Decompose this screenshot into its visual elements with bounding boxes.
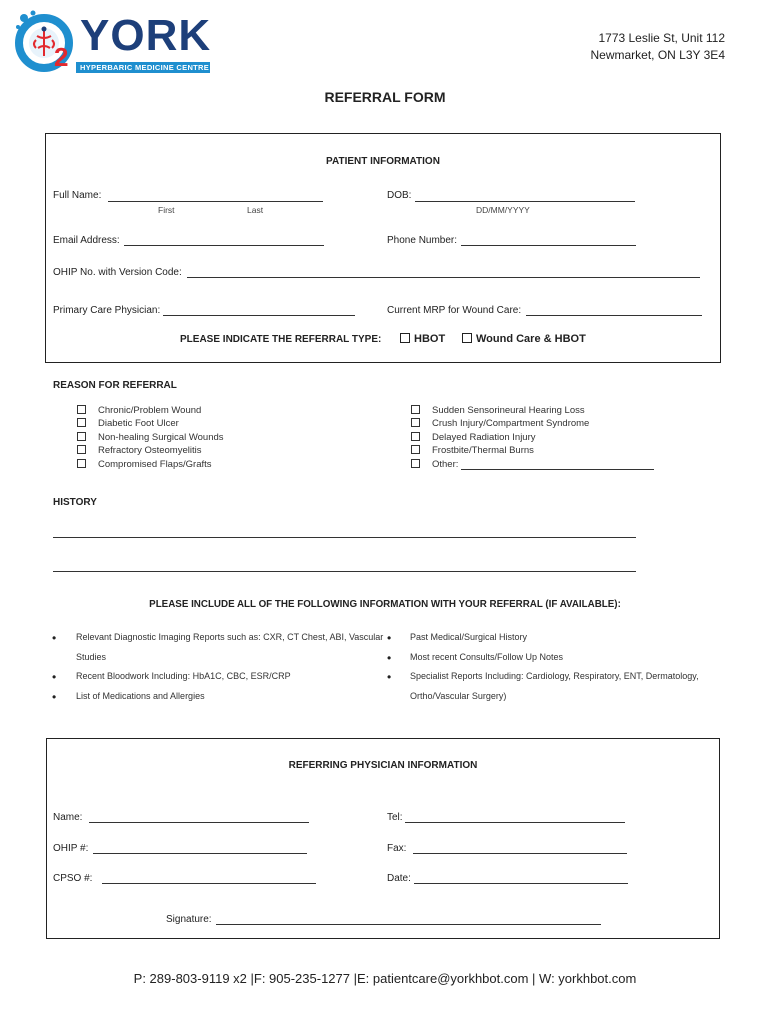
physician-date-field[interactable] (414, 883, 628, 884)
referral-type-wound-option[interactable] (462, 333, 586, 345)
physician-name-field[interactable] (89, 822, 309, 823)
contact-footer: P: 289-803-9119 x2 |F: 905-235-1277 |E: patientcare@yorkhbot.com | W: yorkhbot.com (133, 971, 637, 986)
primary-care-physician-label: Primary Care Physician: (53, 305, 161, 316)
referring-physician-heading: REFERRING PHYSICIAN INFORMATION (288, 760, 478, 771)
reason-item: Frostbite/Thermal Burns (432, 445, 534, 456)
history-line-1[interactable] (53, 537, 636, 538)
bullet-icon: • (387, 631, 392, 645)
reason-checkbox[interactable] (411, 418, 420, 427)
include-item: Relevant Diagnostic Imaging Reports such as: CXR, CT Chest, ABI, Vascular (76, 632, 384, 642)
hbot-checkbox[interactable] (400, 333, 410, 343)
primary-care-physician-field[interactable] (163, 315, 355, 316)
last-name-hint: Last (247, 205, 264, 215)
full-name-label: Full Name: (53, 190, 102, 201)
address-line-1: 1773 Leslie St, Unit 112 (598, 31, 725, 45)
address-line-2: Newmarket, ON L3Y 3E4 (590, 48, 725, 62)
physician-fax-field[interactable] (413, 853, 627, 854)
physician-ohip-field[interactable] (93, 853, 307, 854)
reason-item-other: Other: (432, 459, 459, 470)
physician-tel-field[interactable] (405, 822, 625, 823)
physician-signature-label: Signature: (166, 914, 212, 925)
include-item: Past Medical/Surgical History (410, 632, 528, 642)
reason-checkbox[interactable] (77, 418, 86, 427)
reason-item: Delayed Radiation Injury (432, 432, 536, 443)
reason-item: Chronic/Problem Wound (98, 405, 202, 416)
physician-ohip-label: OHIP #: (53, 843, 89, 854)
include-item-continued: Studies (76, 652, 107, 662)
include-heading: PLEASE INCLUDE ALL OF THE FOLLOWING INFORMATION WITH YOUR REFERRAL (IF AVAILABLE): (149, 599, 621, 610)
reason-item: Crush Injury/Compartment Syndrome (432, 418, 590, 429)
reason-item: Compromised Flaps/Grafts (98, 459, 212, 470)
referral-type-hbot-option[interactable] (400, 333, 445, 345)
reason-heading: REASON FOR REFERRAL (53, 380, 177, 391)
phone-field[interactable] (461, 245, 636, 246)
reason-checkbox[interactable] (411, 405, 420, 414)
reason-checkbox[interactable] (77, 459, 86, 468)
bullet-icon: • (52, 690, 57, 704)
first-name-hint: First (158, 205, 175, 215)
include-item: Specialist Reports Including: Cardiology, Respiratory, ENT, Dermatology, (410, 671, 699, 681)
brand-tagline: HYPERBARIC MEDICINE CENTRE (80, 63, 210, 72)
dob-label: DOB: (387, 190, 412, 201)
reason-item: Non-healing Surgical Wounds (98, 432, 224, 443)
patient-information-heading: PATIENT INFORMATION (326, 156, 440, 167)
patient-information-box (45, 133, 721, 363)
bullet-icon: • (387, 651, 392, 665)
wound-care-hbot-checkbox[interactable] (462, 333, 472, 343)
hbot-label: HBOT (414, 333, 446, 345)
phone-label: Phone Number: (387, 235, 458, 246)
reason-checkbox[interactable] (77, 405, 86, 414)
physician-fax-label: Fax: (387, 843, 407, 854)
reason-other-field[interactable] (461, 469, 654, 470)
physician-signature-field[interactable] (216, 924, 601, 925)
ohip-field[interactable] (187, 277, 700, 278)
form-title: REFERRAL FORM (324, 89, 446, 105)
bullet-icon: • (52, 670, 57, 684)
wound-care-hbot-label: Wound Care & HBOT (476, 333, 586, 345)
dob-hint: DD/MM/YYYY (476, 205, 530, 215)
include-item: Recent Bloodwork Including: HbA1C, CBC, ESR/CRP (76, 671, 291, 681)
include-item: Most recent Consults/Follow Up Notes (410, 652, 564, 662)
include-item: List of Medications and Allergies (76, 691, 205, 701)
mrp-wound-care-field[interactable] (526, 315, 702, 316)
brand-subscript: 2 (54, 42, 69, 72)
include-item-continued: Ortho/Vascular Surgery) (410, 691, 507, 701)
email-field[interactable] (124, 245, 324, 246)
physician-cpso-field[interactable] (102, 883, 316, 884)
bullet-icon: • (52, 631, 57, 645)
reason-checkbox[interactable] (77, 432, 86, 441)
physician-cpso-label: CPSO #: (53, 873, 93, 884)
referral-type-prompt: PLEASE INDICATE THE REFERRAL TYPE: (180, 334, 382, 345)
ohip-label: OHIP No. with Version Code: (53, 267, 182, 278)
physician-tel-label: Tel: (387, 812, 403, 823)
email-label: Email Address: (53, 235, 120, 246)
reason-item: Diabetic Foot Ulcer (98, 418, 179, 429)
dob-field[interactable] (415, 201, 635, 202)
mrp-wound-care-label: Current MRP for Wound Care: (387, 305, 522, 316)
reason-item: Sudden Sensorineural Hearing Loss (432, 405, 585, 416)
clinic-address (590, 30, 725, 64)
reason-checkbox[interactable] (411, 432, 420, 441)
bullet-icon: • (387, 670, 392, 684)
history-line-2[interactable] (53, 571, 636, 572)
physician-name-label: Name: (53, 812, 83, 823)
reason-checkbox[interactable] (77, 445, 86, 454)
reason-checkbox[interactable] (411, 445, 420, 454)
history-heading: HISTORY (53, 497, 97, 508)
physician-date-label: Date: (387, 873, 411, 884)
reason-checkbox[interactable] (411, 459, 420, 468)
brand-name: YORK (80, 11, 212, 60)
reason-item: Refractory Osteomyelitis (98, 445, 202, 456)
full-name-field[interactable] (108, 201, 323, 202)
